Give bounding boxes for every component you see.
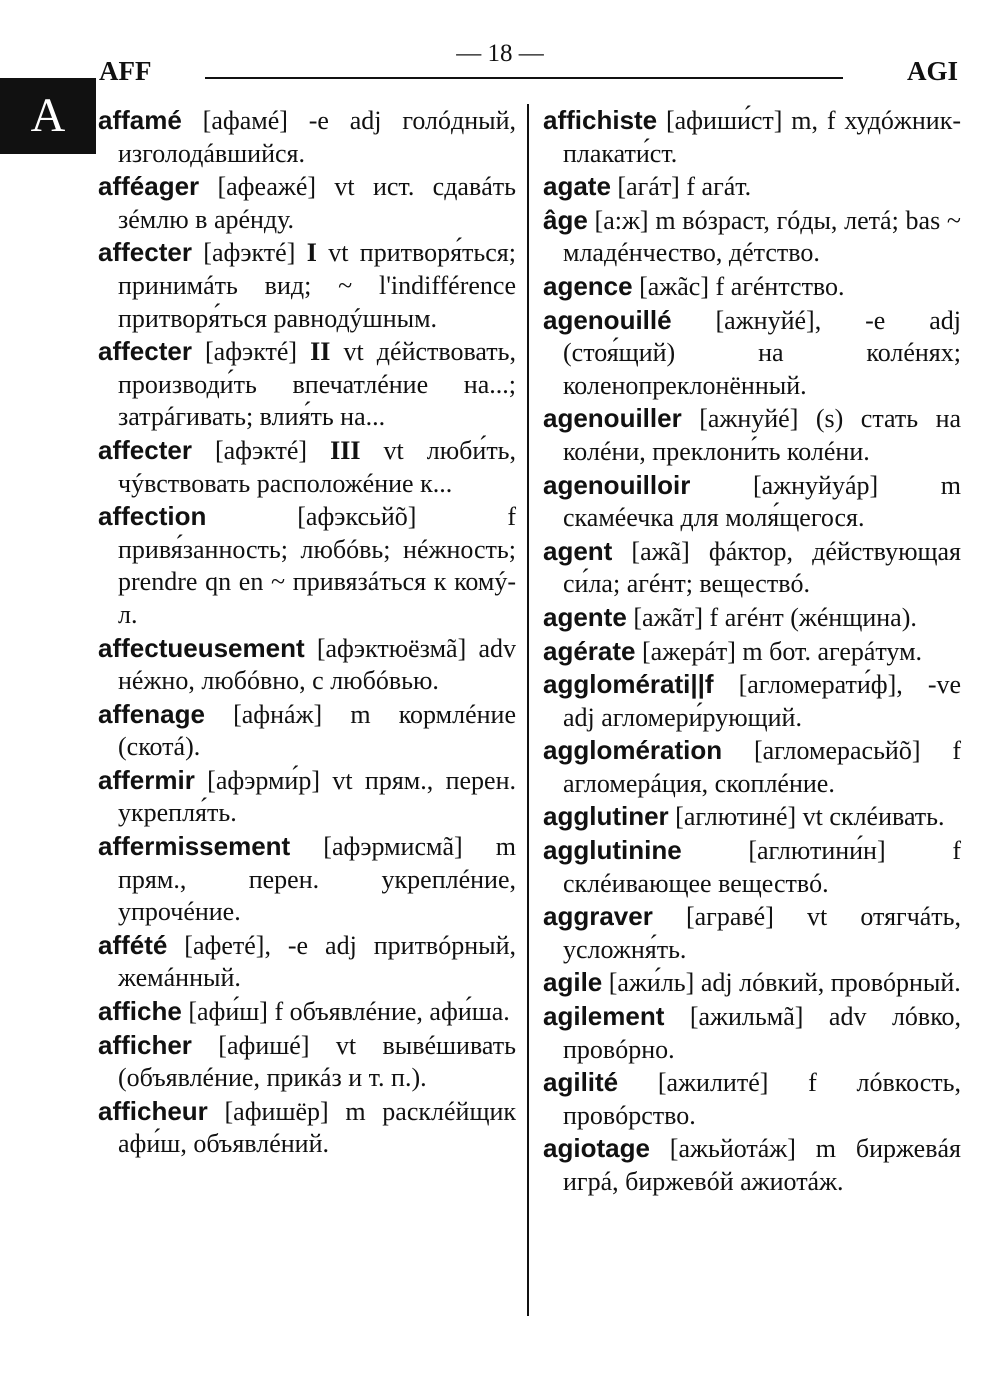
dictionary-entry bbox=[543, 1000, 961, 1066]
grammar-label: adv bbox=[828, 1002, 867, 1032]
transcription: [аглютини́н] bbox=[748, 836, 886, 866]
transcription: [афэктé] bbox=[203, 238, 296, 268]
definition: нéжно, любóвно, с любóвью. bbox=[118, 666, 439, 696]
grammar-label: vt ист. bbox=[334, 172, 415, 202]
headword: agglomérati||f bbox=[543, 669, 714, 700]
transcription: [агравé] bbox=[685, 902, 774, 932]
definition: лóвкость, провóрство. bbox=[563, 1068, 962, 1130]
dictionary-entry bbox=[98, 335, 516, 434]
definition: привя́занность; любóвь; нéжность; prendre qn en ~ привязáться к комý-л. bbox=[118, 534, 516, 629]
grammar-label: vt bbox=[383, 435, 404, 465]
dictionary-entry bbox=[98, 500, 516, 631]
transcription: [афэктé] bbox=[214, 435, 308, 465]
right-column bbox=[543, 104, 961, 1199]
dictionary-entry bbox=[543, 304, 961, 403]
grammar-label: m bbox=[350, 699, 371, 729]
transcription: [ажãс] bbox=[639, 271, 710, 301]
transcription: [афнáж] bbox=[233, 699, 323, 729]
definition: расклéйщик афи́ш, объявлéний. bbox=[118, 1096, 517, 1159]
definition: агломери́рующий. bbox=[601, 702, 802, 732]
definition: склéивающее веществó. bbox=[563, 868, 829, 898]
definition: сдавáть зéмлю в арéнду. bbox=[118, 172, 517, 234]
grammar-label: vt bbox=[802, 802, 823, 832]
transcription: [ажьйотáж] bbox=[669, 1134, 796, 1164]
headword: aggraver bbox=[543, 901, 653, 932]
headword: agent bbox=[543, 535, 613, 566]
transcription: [а:ж] bbox=[594, 205, 649, 235]
guide-word-left: AFF bbox=[99, 56, 152, 86]
headword: affecter bbox=[98, 434, 192, 465]
definition: отягчáть, усложня́ть. bbox=[563, 902, 962, 964]
transcription: [агломерасьйõ] bbox=[753, 736, 921, 766]
definition: голóдный, изголодáвшийся. bbox=[118, 106, 517, 168]
headword: affenage bbox=[98, 698, 205, 729]
grammar-label: f bbox=[952, 736, 961, 766]
dictionary-entry bbox=[98, 434, 516, 500]
transcription: [агáт] bbox=[617, 172, 680, 202]
definition: дéйствовать, производи́ть впечатлéние на...; затрáгивать; влия́ть на... bbox=[118, 337, 517, 432]
grammar-label: f bbox=[686, 172, 696, 202]
dictionary-entry bbox=[543, 170, 961, 204]
dictionary-entry bbox=[98, 104, 516, 170]
transcription: [афэктé] bbox=[205, 337, 298, 367]
headword: affichiste bbox=[543, 105, 658, 135]
headword: agenouillé bbox=[543, 304, 672, 335]
definition: биржевáя игрá, биржевóй ажиотáж. bbox=[563, 1134, 961, 1196]
dictionary-entry bbox=[98, 236, 516, 335]
definition: притвóрный, жемáнный. bbox=[118, 930, 516, 993]
headword: affété bbox=[98, 929, 168, 960]
headword: agglutinine bbox=[543, 835, 682, 866]
dictionary-entry bbox=[98, 170, 516, 236]
dictionary-entry bbox=[98, 698, 516, 764]
dictionary-entry bbox=[543, 601, 961, 635]
dictionary-entry bbox=[98, 995, 516, 1029]
headword: agile bbox=[543, 967, 603, 998]
grammar-label: f bbox=[952, 836, 961, 866]
transcription: [ажилитé] bbox=[657, 1068, 769, 1098]
definition: агéнт (жéнщина). bbox=[724, 602, 917, 632]
definition: агломерáция, скоплéние. bbox=[563, 768, 835, 798]
homonym-number: II bbox=[310, 337, 331, 367]
grammar-label: (s) bbox=[815, 404, 844, 434]
definition: фáктор, дéйствующая си́ла; агéнт; веществó. bbox=[563, 536, 962, 599]
definition: объявлéние, афи́ша. bbox=[289, 997, 510, 1027]
transcription: [афэрмисмã] bbox=[323, 832, 463, 862]
transcription: [ажнуйé], bbox=[715, 305, 822, 335]
transcription: [ажильмã] bbox=[689, 1002, 804, 1032]
dictionary-entry bbox=[543, 204, 961, 270]
left-column bbox=[98, 104, 516, 1161]
grammar-label: vt bbox=[807, 902, 828, 932]
dictionary-entry bbox=[543, 635, 961, 669]
homonym-number: III bbox=[330, 435, 361, 465]
definition: лóвко, провóрно. bbox=[563, 1002, 961, 1064]
dictionary-entry bbox=[98, 830, 516, 929]
headword: agenouiller bbox=[543, 403, 682, 434]
headword: agérate bbox=[543, 635, 636, 666]
definition: притворя́ться; принимáть вид; ~ l'indifférence притворя́ться равнодýшным. bbox=[118, 238, 516, 333]
grammar-label: m bbox=[345, 1096, 366, 1126]
dictionary-entry bbox=[543, 834, 961, 900]
grammar-label: m bbox=[940, 470, 961, 500]
transcription: [ажãт] bbox=[633, 602, 704, 632]
grammar-label: vt bbox=[328, 238, 349, 268]
definition: лóвкий, провóрный. bbox=[739, 968, 961, 998]
definition: вóзраст, гóды, летá; bas ~ младéнчество, дéтство. bbox=[563, 205, 961, 268]
transcription: [афиши́ст] bbox=[665, 106, 783, 135]
header-rule bbox=[205, 77, 843, 79]
headword: afféager bbox=[98, 171, 200, 202]
transcription: [афэксьйõ] bbox=[297, 502, 417, 532]
dictionary-entry bbox=[543, 469, 961, 535]
dictionary-entry bbox=[543, 1066, 961, 1132]
grammar-label: adv bbox=[478, 633, 517, 663]
grammar-label: adj bbox=[700, 968, 733, 998]
headword: affiche bbox=[98, 996, 182, 1027]
grammar-label: f bbox=[709, 602, 719, 632]
transcription: [афишёр] bbox=[224, 1096, 329, 1126]
grammar-label: -e adj bbox=[865, 305, 962, 335]
headword: âge bbox=[543, 204, 588, 235]
headword: affermissement bbox=[98, 831, 291, 862]
definition: (стоя́щий) на колéнях; коленопреклонённый. bbox=[563, 338, 961, 400]
definition: стать на колéни, преклони́ть колéни. bbox=[563, 404, 962, 466]
headword: affecter bbox=[98, 336, 192, 367]
dictionary-entry bbox=[543, 900, 961, 966]
headword: affecter bbox=[98, 237, 192, 268]
headword: agate bbox=[543, 171, 611, 202]
dictionary-entry bbox=[543, 800, 961, 834]
homonym-number: I bbox=[306, 238, 317, 268]
grammar-label: m прям., перен. bbox=[118, 832, 516, 894]
grammar-label: m bbox=[815, 1134, 837, 1164]
dictionary-entry bbox=[543, 270, 961, 304]
headword: affermir bbox=[98, 764, 195, 795]
transcription: [ажнуйé] bbox=[699, 404, 799, 434]
column-divider bbox=[527, 104, 529, 1316]
headword: agglutiner bbox=[543, 801, 669, 832]
transcription: [афетé], bbox=[184, 930, 271, 960]
definition: агерáтум. bbox=[817, 636, 923, 666]
definition: вывéшивать (объявлéние, прикáз и т. п.). bbox=[118, 1030, 516, 1093]
definition: люби́ть, чýвствовать расположéние к... bbox=[118, 435, 517, 498]
dictionary-entry bbox=[98, 929, 516, 995]
guide-word-right: AGI bbox=[906, 56, 958, 86]
dictionary-entry bbox=[543, 966, 961, 1000]
headword: agilement bbox=[543, 1001, 665, 1032]
definition: худóжник-плакати́ст. bbox=[563, 106, 962, 168]
headword: agilité bbox=[543, 1067, 619, 1098]
dictionary-entry bbox=[543, 535, 961, 601]
transcription: [афеажé] bbox=[217, 172, 317, 202]
headword: afficheur bbox=[98, 1095, 208, 1126]
grammar-label: f bbox=[274, 997, 284, 1027]
dictionary-entry bbox=[98, 632, 516, 698]
definition: склéивать. bbox=[829, 802, 945, 832]
grammar-label: f bbox=[507, 502, 516, 532]
transcription: [афэктюёзмã] bbox=[316, 633, 467, 663]
headword: agence bbox=[543, 270, 633, 301]
dictionary-entry bbox=[98, 1029, 516, 1095]
grammar-label: m, f bbox=[791, 106, 836, 135]
headword: agente bbox=[543, 601, 627, 632]
dictionary-entry bbox=[543, 402, 961, 468]
transcription: [ажнуйуáр] bbox=[752, 470, 879, 500]
transcription: [афэрми́р] bbox=[207, 765, 321, 795]
transcription: [агломерати́ф], bbox=[738, 670, 903, 700]
dictionary-entry bbox=[98, 1095, 516, 1161]
transcription: [аглютинé] bbox=[675, 802, 797, 832]
grammar-label: vt bbox=[343, 337, 364, 367]
grammar-label: -ve adj bbox=[563, 670, 962, 732]
dictionary-entry bbox=[543, 104, 961, 170]
grammar-label: -e adj bbox=[308, 106, 382, 135]
transcription: [ажã] bbox=[631, 536, 690, 566]
transcription: [ажи́ль] bbox=[608, 968, 695, 998]
dictionary-entry bbox=[543, 668, 961, 734]
definition: укреплéние, упрочéние. bbox=[118, 864, 517, 927]
grammar-label: vt прям., перен. bbox=[332, 765, 516, 795]
grammar-label: m бот. bbox=[742, 636, 811, 666]
dictionary-entry bbox=[543, 1132, 961, 1198]
grammar-label: f bbox=[808, 1068, 817, 1098]
transcription: [ажерáт] bbox=[642, 636, 736, 666]
page-number: — 18 — bbox=[456, 40, 544, 67]
definition: кормлéние (скотá). bbox=[118, 699, 517, 762]
dictionary-entry bbox=[543, 734, 961, 800]
definition: укрепля́ть. bbox=[118, 798, 237, 828]
headword: affection bbox=[98, 501, 207, 532]
definition: скамéечка для моля́щегося. bbox=[563, 503, 865, 533]
headword: affectueusement bbox=[98, 632, 305, 663]
transcription: [афишé] bbox=[218, 1030, 310, 1060]
headword: agglomération bbox=[543, 735, 723, 766]
definition: агéнтство. bbox=[730, 271, 845, 301]
thumb-index-tab: A bbox=[0, 78, 96, 154]
transcription: [афи́ш] bbox=[188, 997, 268, 1027]
grammar-label: -e adj bbox=[287, 930, 357, 960]
headword: agiotage bbox=[543, 1133, 650, 1164]
transcription: [афамé] bbox=[202, 106, 288, 135]
dictionary-entry bbox=[98, 764, 516, 830]
grammar-label: m bbox=[655, 205, 676, 235]
grammar-label: vt bbox=[335, 1030, 357, 1060]
definition: агáт. bbox=[701, 172, 752, 202]
headword: affamé bbox=[98, 105, 182, 135]
headword: afficher bbox=[98, 1029, 192, 1060]
grammar-label: f bbox=[715, 271, 725, 301]
headword: agenouilloir bbox=[543, 469, 691, 500]
